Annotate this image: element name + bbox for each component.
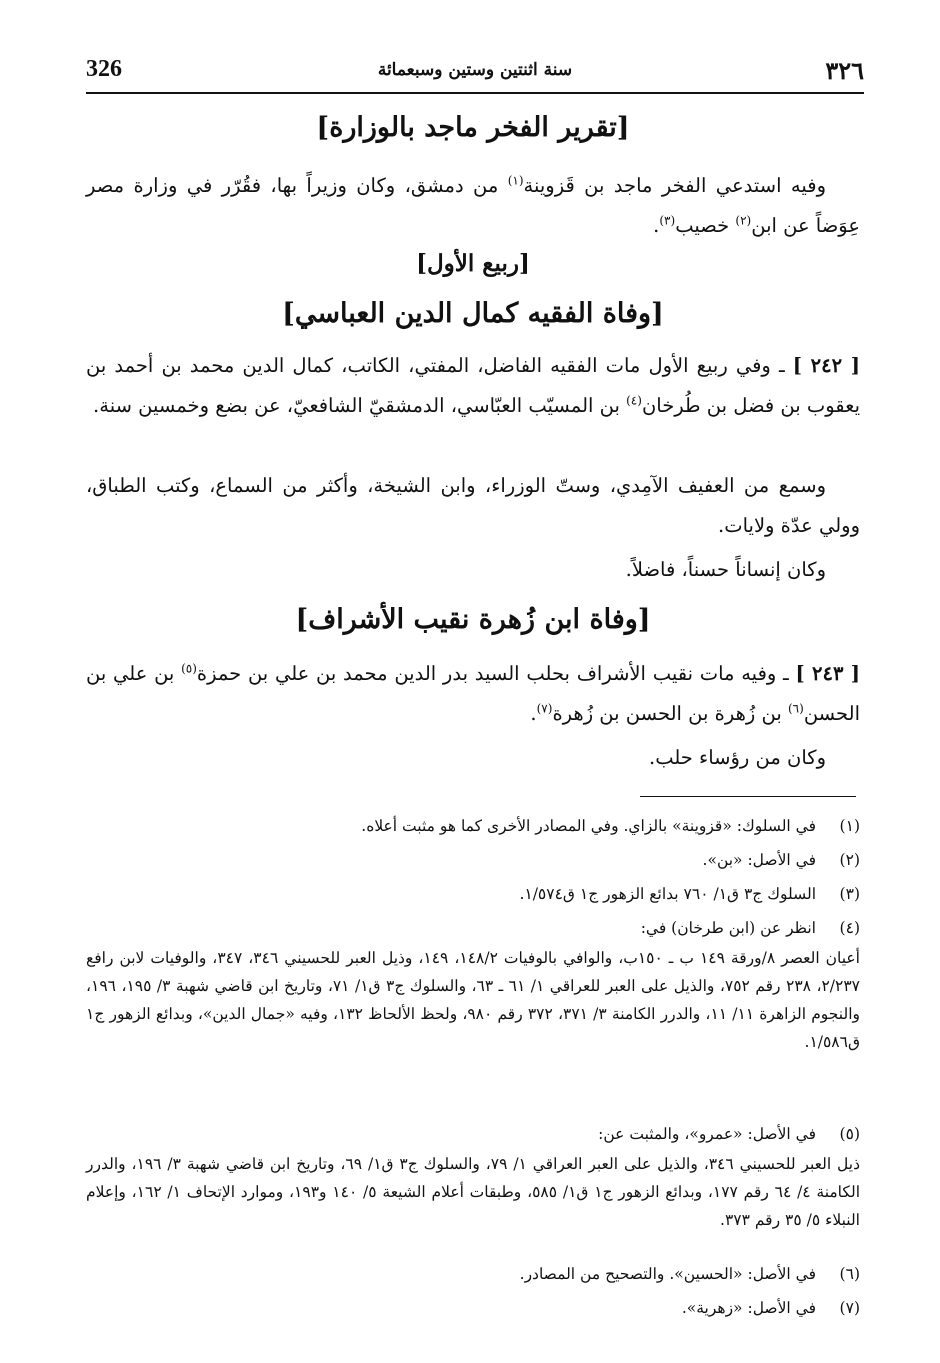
footnote-text: في الأصل: «عمرو»، والمثبت عن: <box>598 1125 816 1143</box>
footnote-number: (٢) <box>839 851 860 869</box>
text: وفيه استدعي الفخر ماجد بن قَزوينة <box>523 174 826 197</box>
footnote-ref-4[interactable]: (٤) <box>626 393 642 408</box>
footnote-text: في الأصل: «زهرية». <box>681 1299 816 1317</box>
text: بن علي بن الحسن <box>86 662 860 725</box>
paragraph-zuhra-note <box>86 738 860 778</box>
text: . <box>653 214 660 237</box>
footnote-number: (٤) <box>839 919 860 937</box>
footnote-ref-2[interactable]: (٢) <box>735 213 752 228</box>
entry-number-243: [ ٢٤٣ ] <box>795 662 861 685</box>
footnote-6 <box>86 1260 860 1288</box>
footnote-ref-7[interactable]: (٧) <box>536 701 553 716</box>
page-number-latin: 326 <box>86 56 122 82</box>
footnote-ref-6[interactable]: (٦) <box>787 701 804 716</box>
page-header <box>86 56 864 92</box>
paragraph-kamal-character <box>86 550 860 590</box>
text: بن المسيّب العبّاسي، الدمشقيّ الشافعيّ، عن بضع وخمسين سنة. <box>93 394 627 417</box>
footnote-number: (٧) <box>839 1299 860 1317</box>
text: بن زُهرة بن الحسن بن زُهرة <box>552 702 788 725</box>
paragraph-kamal-studies <box>86 466 860 546</box>
footnote-3 <box>86 880 860 908</box>
footnote-separator <box>640 796 856 797</box>
paragraph-vizier <box>86 166 860 246</box>
text: وكان من رؤساء حلب. <box>649 746 826 769</box>
entry-number-242: [ ٢٤٢ ] <box>792 354 861 377</box>
text: . <box>530 702 537 725</box>
text: من دمشق، وكان وزيراً بها، فقُرّر في وزارة مصر عِوَضاً عن ابن <box>86 174 860 237</box>
text: خصيب <box>675 214 736 237</box>
footnote-text: في الأصل: «الحسين». والتصحيح من المصادر. <box>519 1265 816 1283</box>
footnote-5 <box>86 1120 860 1234</box>
footnote-text: في الأصل: «بن». <box>702 851 816 869</box>
footnote-4 <box>86 914 860 1056</box>
footnote-ref-3[interactable]: (٣) <box>659 213 676 228</box>
footnote-sources: ذيل العبر للحسيني ٣٤٦، والذيل على العبر العراقي ١/ ٧٩، والسلوك ج٣ ق١/ ٦٩، وتاريخ ابن قاضي شهبة ٣/ ١٩٦، والدرر الكامنة ٤/ ٦٤ رقم ١٧٧، وبدائع الزهور ج١ ق١/ ٥٨٥، وطبقات أعلام الشيعة ٥/ ١٤٠ و١٩٣، وموارد الإتحاف ١/ ١٦٢، وإعلام النبلاء ٥/ ٣٥ رقم ٣٧٣. <box>86 1155 860 1229</box>
text: وكان إنساناً حسناً، فاضلاً. <box>625 558 826 581</box>
text: ـ وفيه مات نقيب الأشراف بحلب السيد بدر الدين محمد بن علي بن حمزة <box>196 662 796 685</box>
paragraph-entry-242 <box>86 346 860 426</box>
running-title: سنة اثنتين وستين وسبعمائة <box>377 60 573 80</box>
header-rule <box>86 92 864 94</box>
month-heading: [ربيع الأول] <box>416 250 530 277</box>
footnote-ref-1[interactable]: (١) <box>507 173 524 188</box>
footnote-sources: أعيان العصر ٨/ورقة ١٤٩ ب ـ ١٥٠ب، والوافي بالوفيات ١٤٨/٢، ١٤٩، وذيل العبر للحسيني ٣٤٦، ٣٤٧، والوفيات لابن رافع ٢/٢٣٧، ٢٣٨ رقم ٧٥٢، والذيل على العبر للعراقي ١/ ٦١ ـ ٦٣، والسلوك ج٣ ق١/ ٧١، وتاريخ ابن قاضي شهبة ٣/ ١٩٥، ١٩٦، والنجوم الزاهرة ١١/ ١١، والدرر الكامنة ٣/ ٣٧١، ٣٧٢ رقم ٩٨٠، ولحظ الألحاظ ١٣٢، وفيه «جمال الدين»، وبدائع الزهور ج١ ق١/٥٨٦. <box>86 949 860 1051</box>
section-heading-kamal: [وفاة الفقيه كمال الدين العباسي] <box>282 298 664 329</box>
paragraph-entry-243 <box>86 654 860 734</box>
footnote-number: (٣) <box>839 885 860 903</box>
footnote-number: (٦) <box>839 1265 860 1283</box>
page-number-arabic: ٣٢٦ <box>825 56 864 85</box>
footnote-2 <box>86 846 860 874</box>
footnote-text: السلوك ج٣ ق١/ ٧٦٠ بدائع الزهور ج١ ق١/٥٧٤. <box>519 885 816 903</box>
footnote-ref-5[interactable]: (٥) <box>181 661 197 676</box>
footnote-text: في السلوك: «قزوينة» بالزاي. وفي المصادر الأخرى كما هو مثبت أعلاه. <box>361 817 816 835</box>
section-heading-zuhra: [وفاة ابن زُهرة نقيب الأشراف] <box>295 604 651 635</box>
footnote-number: (١) <box>839 817 860 835</box>
footnote-text: انظر عن (ابن طرخان) في: <box>640 919 816 937</box>
footnote-1 <box>86 812 860 840</box>
section-heading-vizier: [تقرير الفخر ماجد بالوزارة] <box>316 112 630 143</box>
footnote-number: (٥) <box>839 1125 860 1143</box>
text: ـ وفي ربيع الأول مات الفقيه الفاضل، المفتي، الكاتب، كمال الدين محمد بن أحمد بن يعقوب بن فضل بن طُرخان <box>86 354 860 417</box>
text: وسمع من العفيف الآمِدي، وستّ الوزراء، وابن الشيخة، وأكثر من السماع، وكتب الطباق، وولي عدّة ولايات. <box>86 474 860 537</box>
footnote-7 <box>86 1294 860 1322</box>
